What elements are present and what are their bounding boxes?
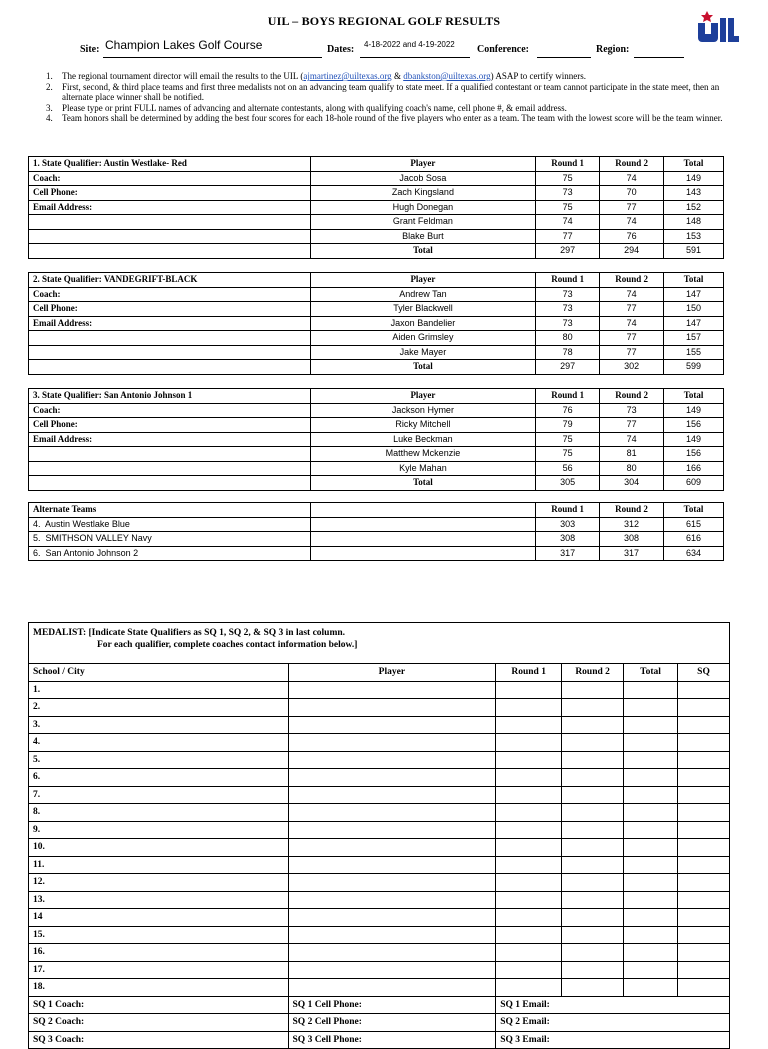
medalist-entry-cell[interactable] (496, 821, 562, 839)
medalist-entry-cell[interactable] (496, 874, 562, 892)
conference-label: Conference: (477, 44, 530, 55)
medalist-table: MEDALIST: [Indicate State Qualifiers as SQ 1, SQ 2, & SQ 3 in last column. For each qualifier, complete coaches contact information below.] School / City Player Round 1 Round 2 Total SQ 1. 2. 3. 4. 5. 6. 7. 8. 9. 10. 11. 12. 13. 14 15. 16. 17. 18. SQ 1 Coach: SQ 1 Cell Phone: SQ 1 Email: SQ 2 Coach: SQ 2 Cell Phone: SQ 2 Email: SQ 3 Coach: SQ 3 Cell Phone: SQ 3 Email: (28, 622, 730, 1049)
instruction-item: 1. The regional tournament director will email the results to the UIL (ajmartinez@uiltexas.org & dbankston@uiltexas.org) ASAP to certify winners. (46, 71, 586, 81)
medalist-entry-cell[interactable] (288, 944, 496, 962)
medalist-entry-cell[interactable] (562, 734, 624, 752)
medalist-row (29, 944, 730, 962)
medalist-entry-cell[interactable] (624, 909, 678, 927)
player-name[interactable]: Tyler Blackwell (310, 302, 536, 317)
medalist-entry-cell[interactable] (624, 821, 678, 839)
instruction-item: 4. Team honors shall be determined by adding the best four scores for each 18-hole round of the five players who enter as a team. The team with the lowest score will be the team winner. (46, 113, 723, 124)
medalist-entry-cell[interactable] (624, 891, 678, 909)
medalist-row-number[interactable]: 7. (29, 786, 289, 804)
medalist-row-number[interactable]: 2. (29, 699, 289, 717)
medalist-row-number[interactable]: 8. (29, 804, 289, 822)
instruction-item: 3. Please type or print FULL names of advancing and alternate contestants, along with qualifying coach's name, cell phone #, & email address. (46, 102, 567, 113)
medalist-entry-cell[interactable] (496, 979, 562, 997)
medalist-entry-cell[interactable] (678, 734, 730, 752)
medalist-entry-cell[interactable] (496, 909, 562, 927)
medalist-entry-cell[interactable] (562, 821, 624, 839)
medalist-row-number[interactable]: 11. (29, 856, 289, 874)
conference-field[interactable] (537, 57, 591, 58)
sq-email-field[interactable]: SQ 3 Email: (496, 1031, 730, 1049)
player-name[interactable]: Matthew Mckenzie (310, 447, 536, 462)
medalist-entry-cell[interactable] (678, 716, 730, 734)
sq-coach-field[interactable]: SQ 2 Coach: (29, 1014, 289, 1032)
medalist-entry-cell[interactable] (624, 716, 678, 734)
medalist-entry-cell[interactable] (288, 839, 496, 857)
medalist-entry-cell[interactable] (496, 891, 562, 909)
medalist-row (29, 856, 730, 874)
medalist-row-number[interactable]: 17. (29, 961, 289, 979)
player-name[interactable]: Zach Kingsland (310, 186, 536, 201)
sq-phone-field[interactable]: SQ 1 Cell Phone: (288, 996, 496, 1014)
medalist-entry-cell[interactable] (288, 804, 496, 822)
medalist-row (29, 909, 730, 927)
team-name[interactable]: VANDEGRIFT-BLACK (103, 274, 198, 285)
medalist-row-number[interactable]: 4. (29, 734, 289, 752)
alternates-heading: Alternate Teams (29, 503, 311, 518)
medalist-entry-cell[interactable] (288, 681, 496, 699)
sq-phone-field[interactable]: SQ 3 Cell Phone: (288, 1031, 496, 1049)
medalist-entry-cell[interactable] (678, 699, 730, 717)
sq-coach-field[interactable]: SQ 3 Coach: (29, 1031, 289, 1049)
medalist-entry-cell[interactable] (562, 926, 624, 944)
medalist-entry-cell[interactable] (562, 804, 624, 822)
team-2-table: 2. State Qualifier: VANDEGRIFT-BLACK Player Round 1 Round 2 Total Coach: Andrew Tan 73 74 147 Cell Phone: Tyler Blackwell 73 77 150 Email Address: Jaxon Bandelier 73 74 147 Aiden Grimsley 80 77 157 Jake Mayer 78 77 155 Total 297 302 599 (28, 272, 724, 375)
sq-email-field[interactable]: SQ 1 Email: (496, 996, 730, 1014)
medalist-entry-cell[interactable] (562, 786, 624, 804)
medalist-row-number[interactable]: 14 (29, 909, 289, 927)
medalist-entry-cell[interactable] (288, 961, 496, 979)
sq-contact-row (29, 996, 730, 1014)
medalist-row-number[interactable]: 15. (29, 926, 289, 944)
medalist-entry-cell[interactable] (624, 699, 678, 717)
medalist-entry-cell[interactable] (624, 786, 678, 804)
medalist-entry-cell[interactable] (288, 786, 496, 804)
player-name[interactable]: Luke Beckman (310, 432, 536, 447)
medalist-entry-cell[interactable] (288, 926, 496, 944)
medalist-entry-cell[interactable] (624, 979, 678, 997)
medalist-row-number[interactable]: 16. (29, 944, 289, 962)
medalist-entry-cell[interactable] (678, 909, 730, 927)
medalist-row (29, 891, 730, 909)
medalist-entry-cell[interactable] (496, 681, 562, 699)
medalist-row-number[interactable]: 9. (29, 821, 289, 839)
medalist-row (29, 961, 730, 979)
medalist-row (29, 751, 730, 769)
medalist-entry-cell[interactable] (288, 699, 496, 717)
medalist-entry-cell[interactable] (496, 734, 562, 752)
medalist-entry-cell[interactable] (288, 979, 496, 997)
medalist-entry-cell[interactable] (288, 769, 496, 787)
medalist-entry-cell[interactable] (562, 751, 624, 769)
alternate-teams-table: Alternate Teams Round 1 Round 2 Total 4. Austin Westlake Blue 303 312 615 5. SMITHSON VALLEY Navy 308 308 616 6. San Antonio Johnson 2 317 317 634 (28, 502, 724, 561)
medalist-row (29, 769, 730, 787)
team-3-table: 3. State Qualifier: San Antonio Johnson 1 Player Round 1 Round 2 Total Coach: Jackson Hymer 76 73 149 Cell Phone: Ricky Mitchell 79 77 156 Email Address: Luke Beckman 75 74 149 Matthew Mckenzie 75 81 156 Kyle Mahan 56 80 166 Total 305 304 609 (28, 388, 724, 491)
medalist-entry-cell[interactable] (562, 891, 624, 909)
medalist-entry-cell[interactable] (562, 961, 624, 979)
team-name[interactable]: San Antonio Johnson 1 (104, 390, 193, 401)
player-name[interactable]: Blake Burt (310, 229, 536, 244)
medalist-row (29, 699, 730, 717)
sq-coach-field[interactable]: SQ 1 Coach: (29, 996, 289, 1014)
sq-phone-field[interactable]: SQ 2 Cell Phone: (288, 1014, 496, 1032)
medalist-entry-cell[interactable] (562, 944, 624, 962)
medalist-entry-cell[interactable] (678, 891, 730, 909)
region-field[interactable] (634, 57, 684, 58)
email-link[interactable]: ajmartinez@uiltexas.org (303, 71, 392, 81)
team-name[interactable]: Austin Westlake- Red (103, 158, 187, 169)
team-1-table: 1. State Qualifier: Austin Westlake- Red Player Round 1 Round 2 Total Coach: Jacob Sosa 75 74 149 Cell Phone: Zach Kingsland 73 70 143 Email Address: Hugh Donegan 75 77 152 Grant Feldman 74 74 148 Blake Burt 77 76 153 Total 297 294 591 (28, 156, 724, 259)
medalist-entry-cell[interactable] (678, 786, 730, 804)
player-name[interactable]: Kyle Mahan (310, 461, 536, 476)
qualifier-cell: 2. State Qualifier: VANDEGRIFT-BLACK (29, 273, 311, 288)
medalist-entry-cell[interactable] (624, 769, 678, 787)
medalist-entry-cell[interactable] (678, 769, 730, 787)
sq-contact-row (29, 1031, 730, 1049)
player-name[interactable]: Grant Feldman (310, 215, 536, 230)
medalist-entry-cell[interactable] (288, 891, 496, 909)
document-title: UIL – BOYS REGIONAL GOLF RESULTS (267, 14, 501, 28)
medalist-entry-cell[interactable] (678, 839, 730, 857)
medalist-entry-cell[interactable] (624, 856, 678, 874)
medalist-entry-cell[interactable] (496, 769, 562, 787)
medalist-entry-cell[interactable] (678, 874, 730, 892)
school-header: School / City (29, 664, 289, 682)
medalist-entry-cell[interactable] (562, 699, 624, 717)
medalist-entry-cell[interactable] (562, 716, 624, 734)
medalist-entry-cell[interactable] (496, 699, 562, 717)
medalist-entry-cell[interactable] (288, 821, 496, 839)
player-name[interactable]: Jackson Hymer (310, 403, 536, 418)
medalist-entry-cell[interactable] (678, 681, 730, 699)
medalist-row (29, 874, 730, 892)
medalist-row (29, 979, 730, 997)
medalist-entry-cell[interactable] (288, 874, 496, 892)
medalist-entry-cell[interactable] (562, 839, 624, 857)
medalist-entry-cell[interactable] (288, 751, 496, 769)
medalist-entry-cell[interactable] (562, 681, 624, 699)
medalist-note: MEDALIST: [Indicate State Qualifiers as SQ 1, SQ 2, & SQ 3 in last column. For each qualifier, complete coaches contact information below.] (29, 623, 730, 664)
medalist-entry-cell[interactable] (624, 944, 678, 962)
medalist-entry-cell[interactable] (496, 926, 562, 944)
medalist-entry-cell[interactable] (562, 909, 624, 927)
dates-label: Dates: (327, 44, 355, 55)
medalist-entry-cell[interactable] (288, 856, 496, 874)
medalist-entry-cell[interactable] (678, 751, 730, 769)
alternate-team[interactable]: 6. San Antonio Johnson 2 (29, 546, 311, 561)
medalist-entry-cell[interactable] (496, 804, 562, 822)
medalist-row (29, 821, 730, 839)
medalist-row-number[interactable]: 12. (29, 874, 289, 892)
player-name[interactable]: Andrew Tan (310, 287, 536, 302)
medalist-row-number[interactable]: 6. (29, 769, 289, 787)
medalist-row (29, 804, 730, 822)
medalist-entry-cell[interactable] (624, 804, 678, 822)
sq-contact-row (29, 1014, 730, 1032)
medalist-row-number[interactable]: 13. (29, 891, 289, 909)
medalist-entry-cell[interactable] (624, 734, 678, 752)
medalist-entry-cell[interactable] (624, 681, 678, 699)
medalist-entry-cell[interactable] (678, 821, 730, 839)
medalist-entry-cell[interactable] (624, 839, 678, 857)
region-label: Region: (596, 44, 630, 55)
medalist-entry-cell[interactable] (496, 856, 562, 874)
medalist-entry-cell[interactable] (678, 979, 730, 997)
player-name[interactable]: Jacob Sosa (310, 171, 536, 186)
player-name[interactable]: Hugh Donegan (310, 200, 536, 215)
uil-logo (694, 10, 740, 46)
medalist-entry-cell[interactable] (496, 839, 562, 857)
medalist-entry-cell[interactable] (496, 786, 562, 804)
player-name[interactable]: Aiden Grimsley (310, 331, 536, 346)
medalist-row-number[interactable]: 1. (29, 681, 289, 699)
alternate-team[interactable]: 4. Austin Westlake Blue (29, 517, 311, 532)
medalist-entry-cell[interactable] (624, 874, 678, 892)
medalist-row (29, 839, 730, 857)
medalist-entry-cell[interactable] (624, 751, 678, 769)
medalist-row (29, 786, 730, 804)
medalist-entry-cell[interactable] (678, 926, 730, 944)
dates-underline (360, 57, 470, 58)
medalist-row-number[interactable]: 18. (29, 979, 289, 997)
instruction-item: 2. First, second, & third place teams and first three medalists not on an advancing team qualify to state meet. If a qualified contestant or team cannot participate in the state meet, then an alternate place winner shall be notified. (46, 81, 720, 103)
medalist-entry-cell[interactable] (496, 961, 562, 979)
medalist-row (29, 734, 730, 752)
medalist-entry-cell[interactable] (562, 856, 624, 874)
player-name[interactable]: Ricky Mitchell (310, 418, 536, 433)
medalist-entry-cell[interactable] (288, 734, 496, 752)
dates-value[interactable]: 4-18-2022 and 4-19-2022 (364, 40, 455, 49)
medalist-entry-cell[interactable] (288, 909, 496, 927)
player-name[interactable]: Jaxon Bandelier (310, 316, 536, 331)
site-underline (103, 57, 322, 58)
player-name[interactable]: Jake Mayer (310, 345, 536, 360)
site-value[interactable]: Champion Lakes Golf Course (105, 38, 263, 52)
medalist-entry-cell[interactable] (678, 961, 730, 979)
alternate-team[interactable]: 5. SMITHSON VALLEY Navy (29, 532, 311, 547)
medalist-row (29, 926, 730, 944)
medalist-entry-cell[interactable] (678, 804, 730, 822)
medalist-row-number[interactable]: 3. (29, 716, 289, 734)
medalist-entry-cell[interactable] (496, 716, 562, 734)
medalist-entry-cell[interactable] (562, 874, 624, 892)
medalist-row-number[interactable]: 5. (29, 751, 289, 769)
email-link[interactable]: dbankston@uiltexas.org (403, 71, 491, 81)
medalist-entry-cell[interactable] (496, 944, 562, 962)
medalist-row (29, 716, 730, 734)
sq-email-field[interactable]: SQ 2 Email: (496, 1014, 730, 1032)
site-label: Site: (80, 44, 100, 55)
medalist-entry-cell[interactable] (624, 961, 678, 979)
medalist-entry-cell[interactable] (678, 856, 730, 874)
medalist-entry-cell[interactable] (288, 716, 496, 734)
medalist-row-number[interactable]: 10. (29, 839, 289, 857)
qualifier-cell: 1. State Qualifier: Austin Westlake- Red (29, 157, 311, 172)
medalist-entry-cell[interactable] (562, 769, 624, 787)
medalist-entry-cell[interactable] (562, 979, 624, 997)
qualifier-cell: 3. State Qualifier: San Antonio Johnson 1 (29, 389, 311, 404)
medalist-entry-cell[interactable] (624, 926, 678, 944)
medalist-entry-cell[interactable] (496, 751, 562, 769)
medalist-entry-cell[interactable] (678, 944, 730, 962)
medalist-row (29, 681, 730, 699)
instructions-list (40, 71, 730, 124)
